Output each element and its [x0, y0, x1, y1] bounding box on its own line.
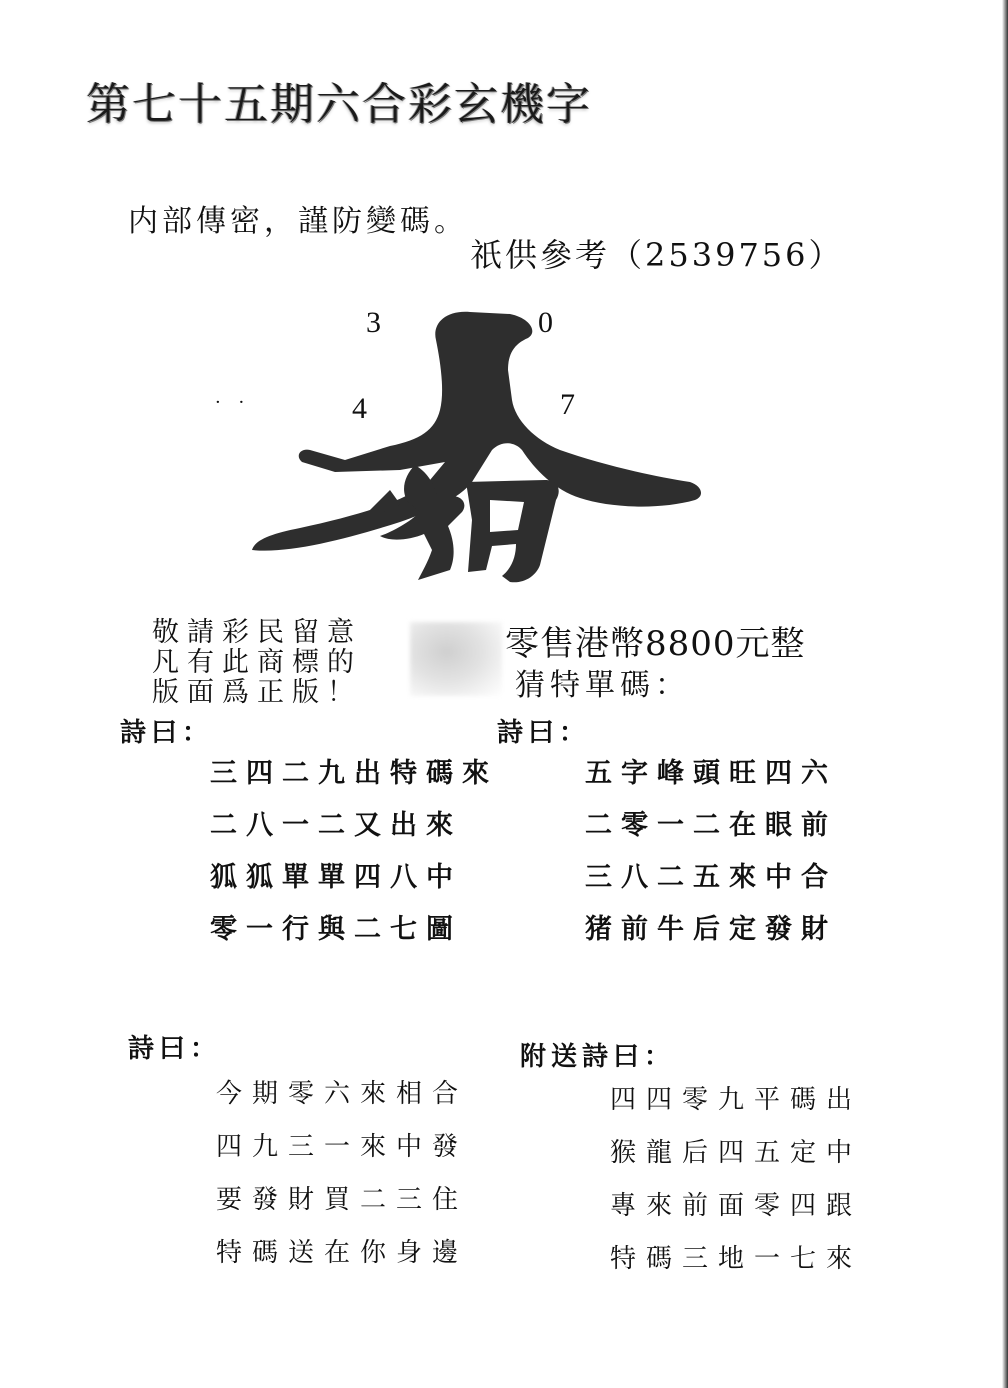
- number-7: 7: [560, 388, 575, 421]
- confidential-notice: 内部傳密，謹防變碼。: [128, 204, 468, 239]
- guess-number-label: 猜特單碼：: [515, 668, 690, 703]
- poem-heading: 附送詩曰：: [520, 1042, 676, 1072]
- poem-block-3: [216, 1068, 468, 1280]
- number-4: 4: [352, 392, 367, 425]
- decorative-dots: · ·: [215, 392, 251, 413]
- poem-line: 專來前面零四跟: [610, 1191, 863, 1221]
- advert-line-3: 版面爲正版！: [152, 677, 362, 708]
- poem-block-1: [210, 748, 498, 956]
- poem-block-2: [585, 748, 837, 956]
- page-title: 第七十五期六合彩玄機字: [86, 79, 592, 130]
- poem-line: 猪前牛后定發財: [585, 914, 837, 945]
- poem-line: 二零一二在眼前: [585, 810, 837, 841]
- advert-notice: [152, 618, 362, 708]
- poem-line: 猴龍后四五定中: [610, 1138, 863, 1168]
- poem-line: 要發財買二三住: [216, 1185, 469, 1215]
- poem-line: 狐狐單單四八中: [210, 862, 462, 893]
- poem-line: 三四二九出特碼來: [210, 758, 498, 789]
- poem-block-4: [610, 1074, 862, 1286]
- poem-line: 特碼三地一七來: [610, 1244, 863, 1274]
- poem-heading: 詩曰：: [120, 718, 214, 748]
- poem-line: 五字峰頭旺四六: [585, 758, 837, 789]
- advert-line-1: 敬請彩民留意: [152, 617, 362, 648]
- poem-line: 零一行與二七圖: [210, 914, 462, 945]
- calligraphy-da-gou-icon: [240, 300, 710, 585]
- reference-note: 祇供參考（2539756）: [470, 236, 844, 274]
- retail-price: 零售港幣8800元整: [505, 624, 806, 664]
- poem-heading: 詩曰：: [128, 1034, 222, 1064]
- poem-heading: 詩曰：: [497, 718, 591, 748]
- number-0: 0: [538, 306, 553, 339]
- number-3: 3: [366, 306, 381, 339]
- trademark-logo-icon: [410, 622, 502, 696]
- poem-line: 四九三一來中發: [216, 1132, 469, 1162]
- poem-line: 特碼送在你身邊: [216, 1238, 469, 1268]
- poem-line: 四四零九平碼出: [610, 1085, 863, 1115]
- poem-line: 今期零六來相合: [216, 1079, 469, 1109]
- scan-edge: [1002, 0, 1008, 1388]
- advert-line-2: 凡有此商標的: [152, 647, 362, 678]
- poem-line: 三八二五來中合: [585, 862, 837, 893]
- poem-line: 二八一二又出來: [210, 810, 462, 841]
